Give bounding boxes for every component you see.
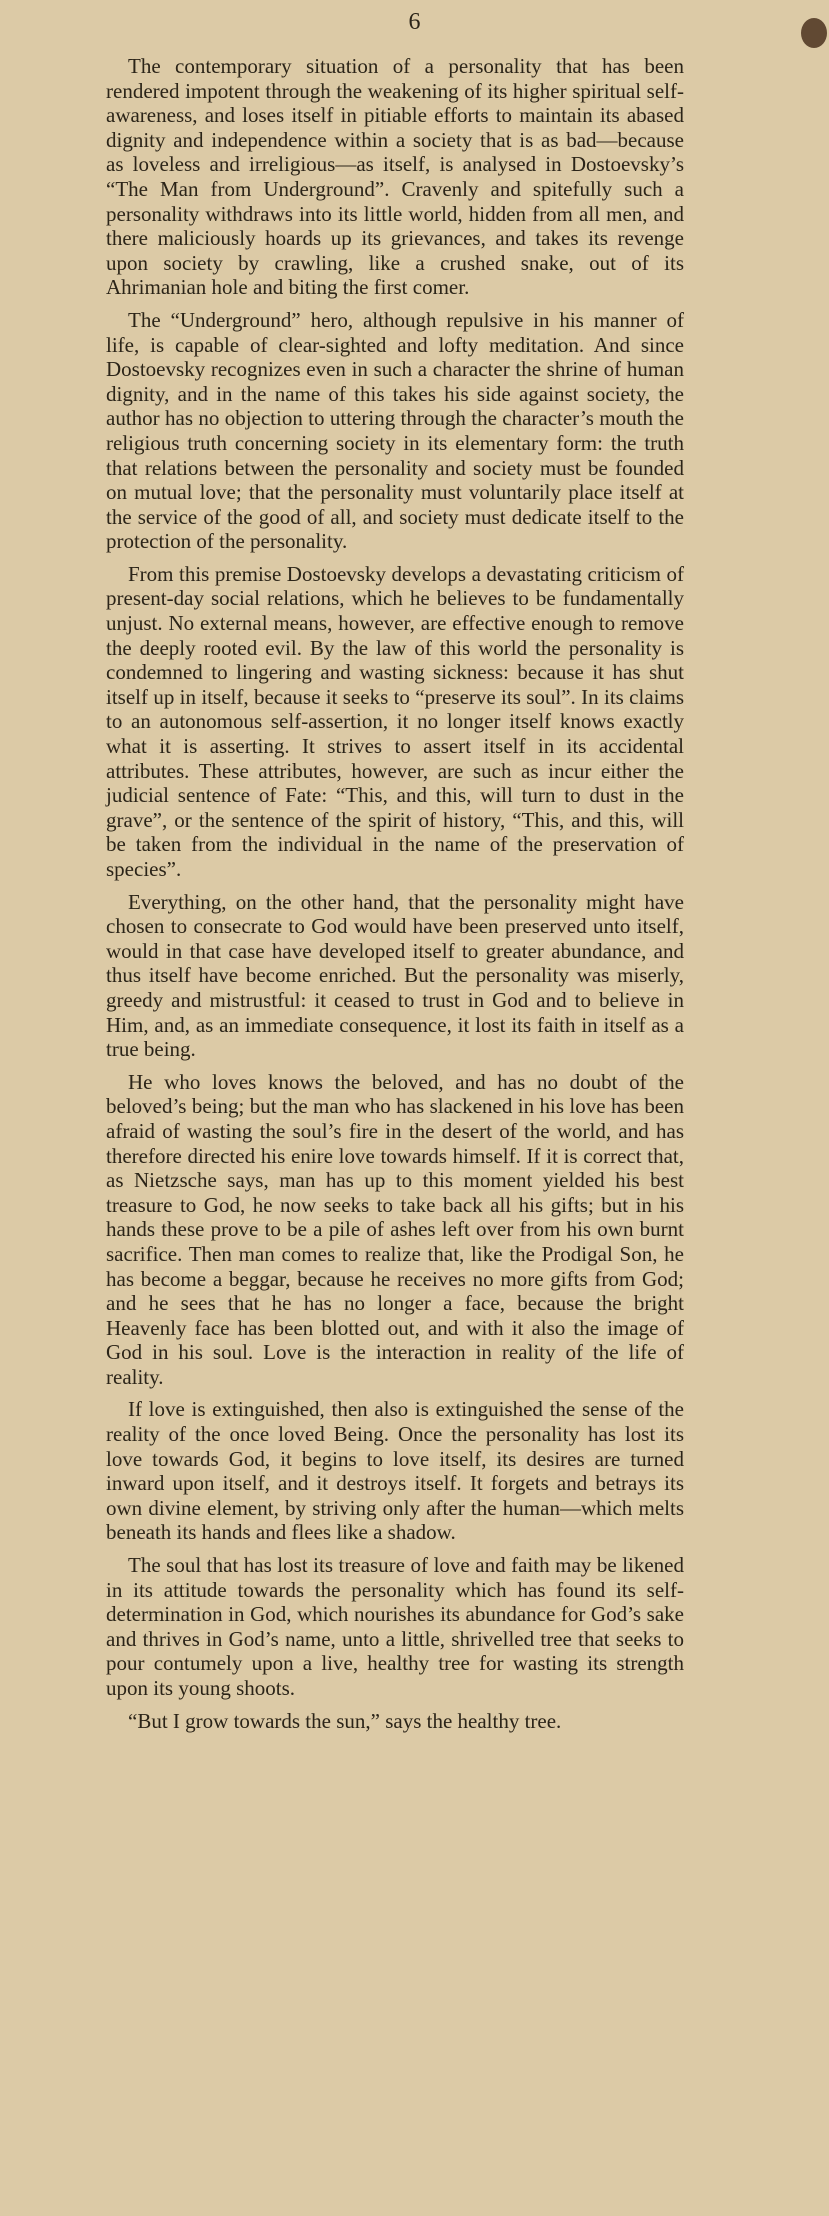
paragraph-7: The soul that has lost its treasure of love and faith may be likened in its attitude towards the personality which has found its self-determination in God, which nourishes its abundance for God’s sake and thrives in God’s name, unto a little, shrivelled tree that seeks to pour contumely upon a live, healthy tree for wasting its strength upon its young shoots. <box>106 1553 684 1700</box>
paragraph-4: Everything, on the other hand, that the personality might have chosen to consecrate to God would have been preserved unto itself, would in that case have developed itself to greater abundance, and thus itself have become enriched. But the personality was miserly, greedy and mistrustful: it ceased to trust in God and to believe in Him, and, as an immediate consequence, it lost its faith in itself as a true being. <box>106 889 684 1062</box>
ink-stain <box>801 18 827 48</box>
page-number: 6 <box>408 9 421 35</box>
paragraph-1: The contemporary situation of a personality that has been rendered impotent through the weakening of its higher spiritual self-awareness, and loses itself in pitiable efforts to maintain its abased dignity and independence within a society that is as bad—because as loveless and irreligious—as itself, is analysed in Dostoevsky’s “The Man from Underground”. Cravenly and spitefully such a personality withdraws into its little world, hidden from all men, and there maliciously hoards up its grievances, and takes its revenge upon society by crawling, like a crushed snake, out of its Ahrimanian hole and biting the first comer. <box>106 54 684 300</box>
paragraph-3: From this premise Dostoevsky develops a devastating criticism of present-day social relations, which he believes to be fundamentally unjust. No external means, however, are effective enough to remove the deeply rooted evil. By the law of this world the personality is condemned to lingering and wasting sickness: because it has shut itself up in itself, because it seeks to “preserve its soul”. In its claims to an autonomous self-assertion, it no longer itself knows exactly what it is asserting. It strives to assert itself in its accidental attributes. These attributes, however, are such as incur either the judicial sentence of Fate: “This, and this, will turn to dust in the grave”, or the sentence of the spirit of history, “This, and this, will be taken from the individual in the name of the preservation of species”. <box>106 561 684 881</box>
paragraph-6: If love is extinguished, then also is extinguished the sense of the reality of the once loved Being. Once the personality has lost its love towards God, it begins to love itself, its desires are turned inward upon itself, and it destroys itself. It forgets and betrays its own divine element, by striving only after the human—which melts beneath its hands and flees like a shadow. <box>106 1397 684 1545</box>
paragraph-5: He who loves knows the beloved, and has no doubt of the beloved’s being; but the man who has slackened in his love has been afraid of wasting the soul’s fire in the desert of the world, and has therefore directed his enire love towards himself. If it is correct that, as Nietzsche says, man has up to this moment yielded his best treasure to God, he now seeks to take back all his gifts; but in his hands these prove to be a pile of ashes left over from his own burnt sacrifice. Then man comes to realize that, like the Prodigal Son, he has become a beggar, because he receives no more gifts from God; and he sees that he has no longer a face, because the bright Heavenly face has been blotted out, and with it also the image of God in his soul. Love is the interaction in reality of the life of reality. <box>106 1069 684 1389</box>
paragraph-8: “But I grow towards the sun,” says the healthy tree. <box>128 1708 562 1733</box>
body-text <box>106 54 684 1741</box>
paragraph-2: The “Underground” hero, although repulsive in his manner of life, is capable of clear-sighted and lofty meditation. And since Dostoevsky recognizes even in such a character the shrine of human dignity, and in the name of this takes his side against society, the author has no objection to uttering through the character’s mouth the religious truth concerning society in its elementary form: the truth that relations between the personality and society must be founded on mutual love; that the personality must voluntarily place itself at the service of the good of all, and society must dedicate itself to the protection of the personality. <box>106 307 684 554</box>
